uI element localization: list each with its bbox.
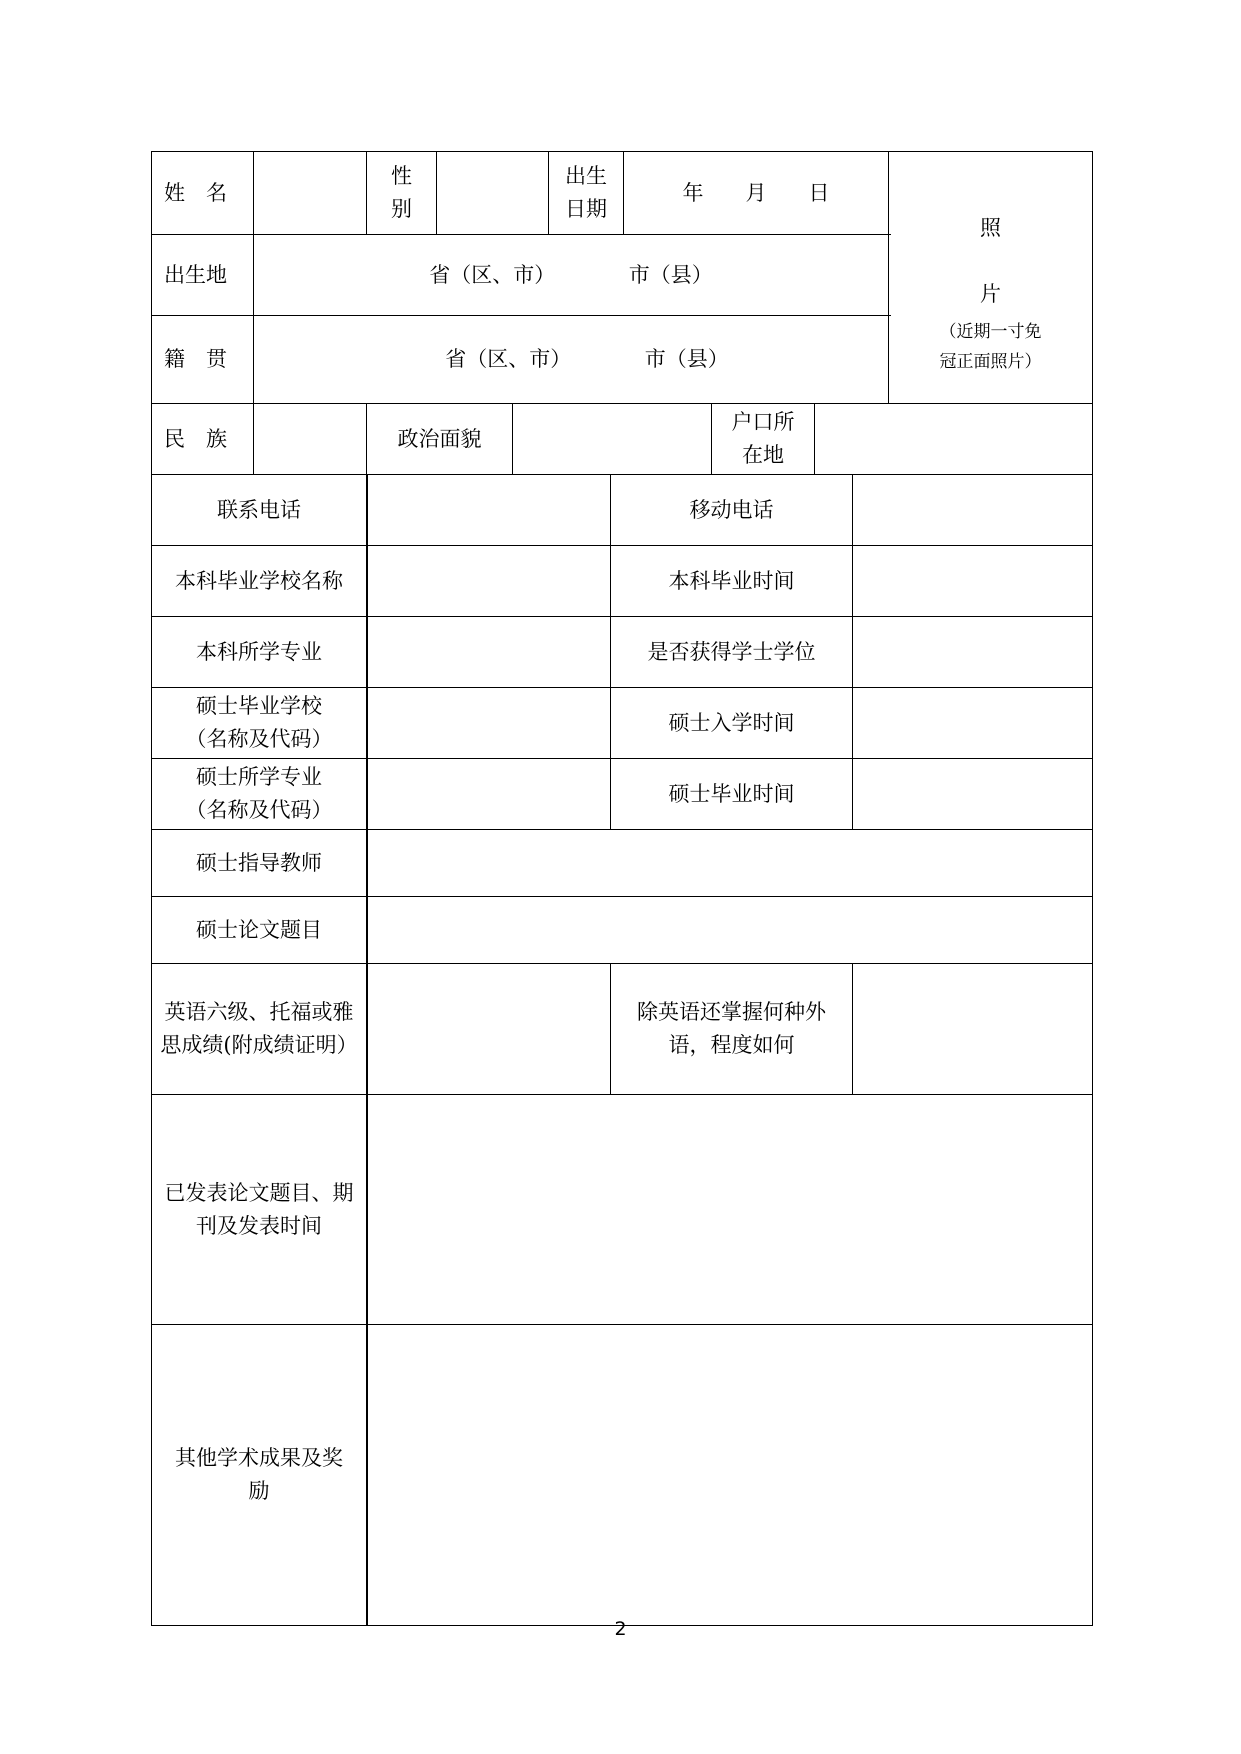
ms-thesis-label: 硕士论文题目 xyxy=(196,917,322,942)
ms-thesis-field[interactable] xyxy=(368,897,1092,963)
birthplace-field[interactable]: 省（区、市） 市（县） xyxy=(429,262,713,287)
mobile-field[interactable] xyxy=(853,475,1092,545)
birthplace-label: 出生地 xyxy=(164,262,227,287)
papers-label: 已发表论文题目、期 刊及发表时间 xyxy=(164,1180,354,1238)
ms-major-label: 硕士所学专业 （名称及代码） xyxy=(185,765,333,822)
ethnicity-field[interactable] xyxy=(254,404,366,474)
origin-label: 籍 贯 xyxy=(164,347,227,371)
ms-school-field[interactable] xyxy=(368,688,610,758)
page-number: 2 xyxy=(614,1618,627,1640)
political-label: 政治面貌 xyxy=(397,426,482,451)
awards-field[interactable] xyxy=(368,1325,1092,1625)
ug-major-label: 本科所学专业 xyxy=(196,639,322,664)
origin-field[interactable]: 省（区、市） 市（县） xyxy=(445,347,729,371)
phone-label: 联系电话 xyxy=(217,497,301,522)
name-label: 姓 名 xyxy=(164,180,227,205)
ms-grad-time-field[interactable] xyxy=(853,759,1092,829)
ms-entry-time-field[interactable] xyxy=(853,688,1092,758)
gender-field[interactable] xyxy=(437,152,548,234)
photo-label-2: 片 xyxy=(980,281,1001,306)
birthdate-field[interactable]: 年 月 日 xyxy=(682,180,830,205)
ug-grad-time-label: 本科毕业时间 xyxy=(668,568,795,593)
photo-note: （近期一寸免 冠正面照片） xyxy=(939,322,1042,372)
political-field[interactable] xyxy=(513,404,711,474)
table-border-right xyxy=(1092,151,1093,1626)
mobile-label: 移动电话 xyxy=(689,497,774,522)
ms-grad-time-label: 硕士毕业时间 xyxy=(668,781,795,806)
ms-advisor-field[interactable] xyxy=(368,830,1092,896)
english-score-field[interactable] xyxy=(368,964,610,1094)
ms-major-field[interactable] xyxy=(368,759,610,829)
ug-school-label: 本科毕业学校名称 xyxy=(175,568,343,593)
ms-school-label: 硕士毕业学校 （名称及代码） xyxy=(185,694,333,751)
photo-label-1: 照 xyxy=(980,215,1001,240)
ethnicity-label: 民 族 xyxy=(164,426,227,451)
english-score-label: 英语六级、托福或雅 思成绩(附成绩证明） xyxy=(160,1000,358,1057)
ms-entry-time-label: 硕士入学时间 xyxy=(668,710,795,735)
gender-label: 性 别 xyxy=(391,164,412,221)
name-field[interactable] xyxy=(254,152,366,234)
bachelor-degree-field[interactable] xyxy=(853,617,1092,687)
birthdate-label: 出生 日期 xyxy=(565,164,607,221)
other-language-field[interactable] xyxy=(853,964,1092,1094)
hukou-label: 户口所 在地 xyxy=(731,410,795,467)
phone-field[interactable] xyxy=(368,475,610,545)
papers-field[interactable] xyxy=(368,1095,1092,1324)
bachelor-degree-label: 是否获得学士学位 xyxy=(647,639,816,664)
awards-label: 其他学术成果及奖 励 xyxy=(175,1446,343,1503)
other-language-label: 除英语还掌握何种外 语，程度如何 xyxy=(637,1000,826,1057)
ug-major-field[interactable] xyxy=(368,617,610,687)
ug-grad-time-field[interactable] xyxy=(853,546,1092,616)
hukou-field[interactable] xyxy=(815,404,1092,474)
ms-advisor-label: 硕士指导教师 xyxy=(196,850,322,875)
ug-school-field[interactable] xyxy=(368,546,610,616)
